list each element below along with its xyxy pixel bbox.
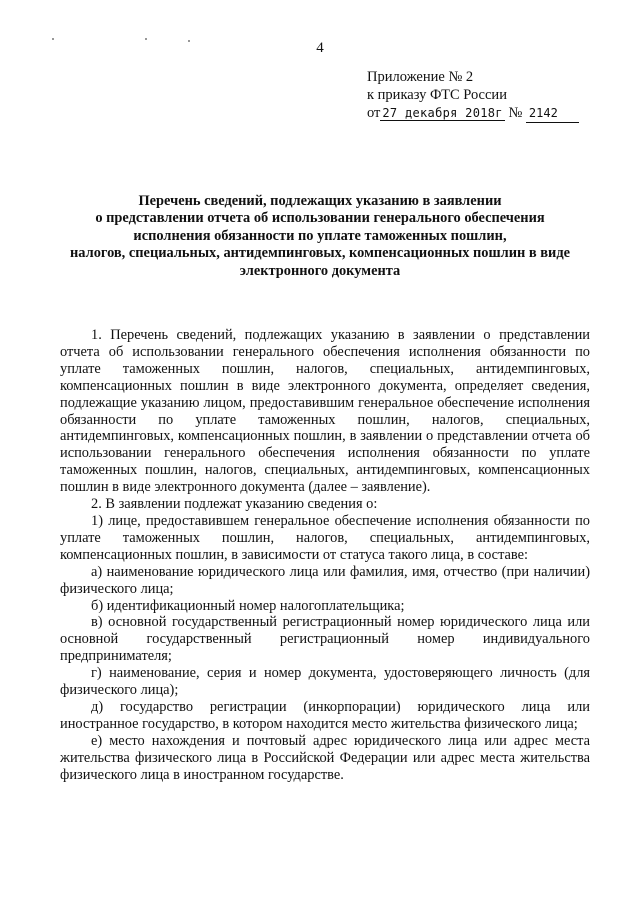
paragraph-1: 1. Перечень сведений, подлежащих указанию в заявлении о представлении отчета об использовании генерального обеспечения исполнения обязанности по уплате таможенных пошлин, налогов, специальных, антидемпинговых, компенсационных пошлин в виде электронного документа, определяет сведения, подлежащие указанию лицом, предоставившим генеральное обеспечение исполнения обязанности по уплате таможенных пошлин, налогов, специальных, антидемпинговых, компенсационных пошлин, в заявлении о представлении отчета об использовании генерального обеспечения исполнения обязанности по уплате таможенных пошлин, налогов, специальных, антидемпинговых, компенсационных пошлин в виде электронного документа (далее – заявление). (60, 327, 590, 496)
document-title (40, 193, 600, 280)
title-line: Перечень сведений, подлежащих указанию в заявлении (138, 193, 502, 209)
paragraph-2: 2. В заявлении подлежат указанию сведения о: (91, 496, 378, 513)
subitem-a: а) наименование юридического лица или фамилия, имя, отчество (при наличии) физического лица; (60, 563, 590, 597)
appendix-order-ref: к приказу ФТС России (367, 87, 507, 103)
title-line: налогов, специальных, антидемпинговых, компенсационных пошлин в виде (70, 245, 570, 262)
subitem-e: е) место нахождения и почтовый адрес юридического лица или адрес места жительства физического лица в Российской Федерации или адрес места жительства физического лица в иностранном государстве. (60, 732, 590, 783)
subitem-b: б) идентификационный номер налогоплательщика; (91, 597, 405, 614)
order-date: 27 декабря 2018г (382, 106, 503, 120)
subitem-d: д) государство регистрации (инкорпорации) юридического лица или иностранное государство, в котором находится место жительства физического лица; (60, 698, 590, 732)
document-body (60, 327, 590, 783)
title-line: о представлении отчета об использовании генерального обеспечения (95, 210, 545, 227)
item-1: 1) лице, предоставившем генеральное обеспечение исполнения обязанности по уплате таможенных пошлин, налогов, специальных, антидемпинговых, компенсационных пошлин, в зависимости от статуса такого лица, в составе: (60, 512, 590, 563)
subitem-g: г) наименование, серия и номер документа, удостоверяющего личность (для физического лица); (60, 665, 590, 699)
appendix-title: Приложение № 2 (367, 69, 474, 85)
order-number: 2142 (526, 104, 579, 123)
order-from-prefix: от (367, 105, 381, 121)
title-line: электронного документа (239, 262, 401, 279)
page-number: 4 (316, 40, 324, 56)
subitem-v: в) основной государственный регистрационный номер юридического лица или основной государственный регистрационный номер индивидуального предпринимателя; (60, 614, 590, 665)
appendix-order-date-line (367, 104, 617, 123)
order-number-prefix: № (508, 105, 523, 121)
appendix-header (367, 68, 617, 123)
title-line: исполнения обязанности по уплате таможенных пошлин, (133, 227, 507, 244)
